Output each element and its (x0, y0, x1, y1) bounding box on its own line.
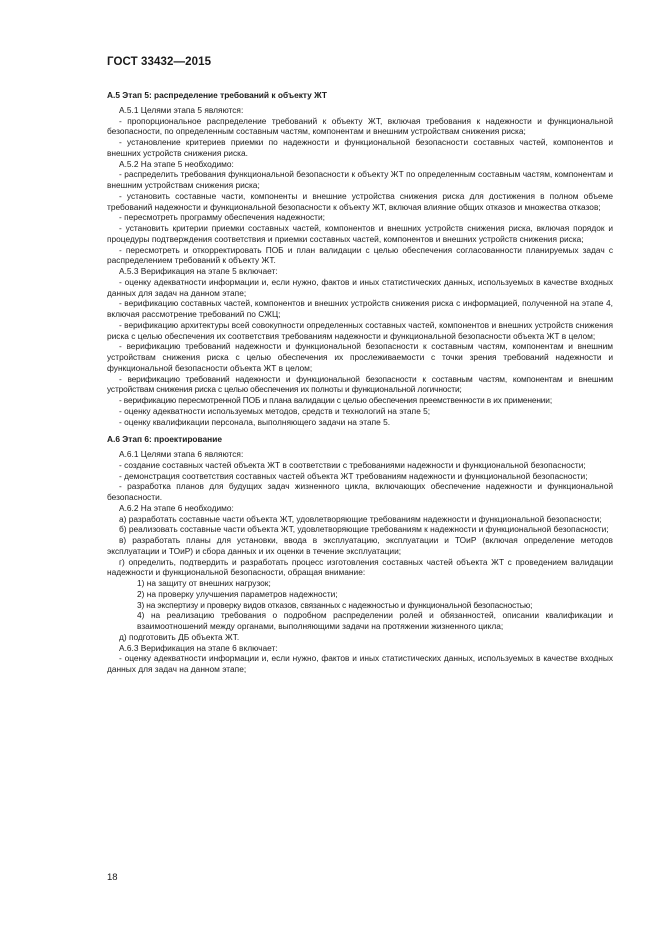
paragraph: А.6.3 Верификация на этапе 6 включает: (119, 642, 278, 653)
paragraph: - верификацию пересмотренной ПОБ и плана валидации с целью обеспечения преемственности в их применении; (119, 395, 552, 405)
page-number: 18 (107, 872, 118, 883)
paragraph: - оценку адекватности используемых методов, средств и технологий на этапе 5; (119, 405, 431, 416)
paragraph: А.5.1 Целями этапа 5 являются: (119, 104, 244, 115)
paragraph: - верификацию требований надежности и функциональной безопасности к составным частям, компонентам и внешним устройствам снижения риска с целью обеспечения их прослеживаемости с точки зрения требований надежности и функциональной безопасности объекта ЖТ в целом; (107, 341, 613, 373)
paragraph: - создание составных частей объекта ЖТ в соответствии с требованиями надежности и функциональной безопасности; (119, 459, 586, 470)
paragraph: - оценку адекватности информации и, если нужно, фактов и иных статистических данных, используемых в качестве входных данных для задач на данном этапе; (107, 276, 613, 298)
paragraph: А.5.2 На этапе 5 необходимо: (119, 158, 234, 169)
document-body (107, 90, 613, 675)
list-item: 3) на экспертизу и проверку видов отказов, связанных с надежностью и функциональной безопасностью; (137, 599, 533, 610)
list-item: 4) на реализацию требования о подробном распределении ролей и обязанностей, описании квалификации и взаимоотношений между органами, выполняющими задачи на протяжении жизненного цикла; (137, 610, 613, 631)
paragraph: - установить составные части, компоненты и внешние устройства снижения риска для достижения в полном объеме требований надежности и функциональной безопасности к объекту ЖТ, включая влияние общих отказов и множества отказов; (107, 190, 613, 212)
paragraph: - демонстрация соответствия составных частей объекта ЖТ требованиям надежности и функциональной безопасности; (119, 470, 588, 481)
list-item: 2) на проверку улучшения параметров надежности; (137, 588, 338, 599)
paragraph: а) разработать составные части объекта ЖТ, удовлетворяющие требованиям надежности и функциональной безопасности; (119, 513, 602, 524)
paragraph: - распределить требования функциональной безопасности к объекту ЖТ по определенным составным частям, компонентам и внешним устройствам снижения риска; (107, 169, 613, 190)
paragraph: - пересмотреть программу обеспечения надежности; (119, 212, 325, 223)
paragraph: - пересмотреть и откорректировать ПОБ и план валидации с целью обеспечения согласованности планируемых задач с распределением требований к объекту ЖТ. (107, 244, 613, 266)
document-header: ГОСТ 33432—2015 (107, 56, 212, 68)
paragraph: - оценку адекватности информации и, если нужно, фактов и иных статистических данных, используемых в качестве входных данных для задач на данном этапе; (107, 653, 613, 674)
paragraph: в) разработать планы для установки, ввода в эксплуатацию, эксплуатации и ТОиР (включая определение методов эксплуатации и ТОиР) и сбора данных и их оценки в течение эксплуатации; (107, 535, 613, 556)
paragraph: - верификацию составных частей, компонентов и внешних устройств снижения риска с информацией, полученной на этапе 4, включая рассмотрение требований по СЖЦ; (107, 298, 613, 319)
section-heading: А.6 Этап 6: проектирование (107, 434, 222, 445)
paragraph: - верификацию требований надежности и функциональной безопасности к составным частям, компонентам и внешним устройствам снижения риска с целью обеспечения их полноты и функциональной логичности; (107, 373, 613, 395)
paragraph: г) определить, подтвердить и разработать процесс изготовления составных частей объекта ЖТ с проведением валидации надежности и функциональной безопасности, обращая внимание: (107, 556, 613, 578)
paragraph: б) реализовать составные части объекта ЖТ, удовлетворяющие требованиям к надежности и функциональной безопасности; (119, 524, 609, 535)
paragraph: А.6.1 Целями этапа 6 являются: (119, 449, 244, 459)
paragraph: - установить критерии приемки составных частей, компонентов и внешних устройств снижения риска, включая порядок и процедуры подтверждения соответствия и приемки составных частей, компонентов и внешних устройств снижения риска; (107, 223, 613, 244)
paragraph: - пропорциональное распределение требований к объекту ЖТ, включая требования к надежности и функциональной безопасности, по определенным составным частям, компонентам и внешним устройствам снижения риска; (107, 115, 613, 137)
paragraph: - установление критериев приемки по надежности и функциональной безопасности составных частей, компонентов и внешних устройств снижения риска. (107, 137, 613, 158)
paragraph: - верификацию архитектуры всей совокупности определенных составных частей, компонентов и внешних устройств снижения риска с целью обеспечения их соответствия требованиям надежности и функциональной безопасности объекта ЖТ в целом; (107, 319, 613, 341)
paragraph: - оценку квалификации персонала, выполняющего задачи на этапе 5. (119, 416, 391, 427)
list-item: 1) на защиту от внешних нагрузок; (137, 578, 271, 588)
paragraph: д) подготовить ДБ объекта ЖТ. (119, 631, 240, 642)
paragraph: - разработка планов для будущих задач жизненного цикла, включающих обеспечение надежности и функциональной безопасности. (107, 481, 613, 502)
paragraph: А.6.2 На этапе 6 необходимо: (119, 502, 234, 513)
section-heading: А.5 Этап 5: распределение требований к объекту ЖТ (107, 90, 327, 100)
paragraph: А.5.3 Верификация на этапе 5 включает: (119, 266, 278, 276)
